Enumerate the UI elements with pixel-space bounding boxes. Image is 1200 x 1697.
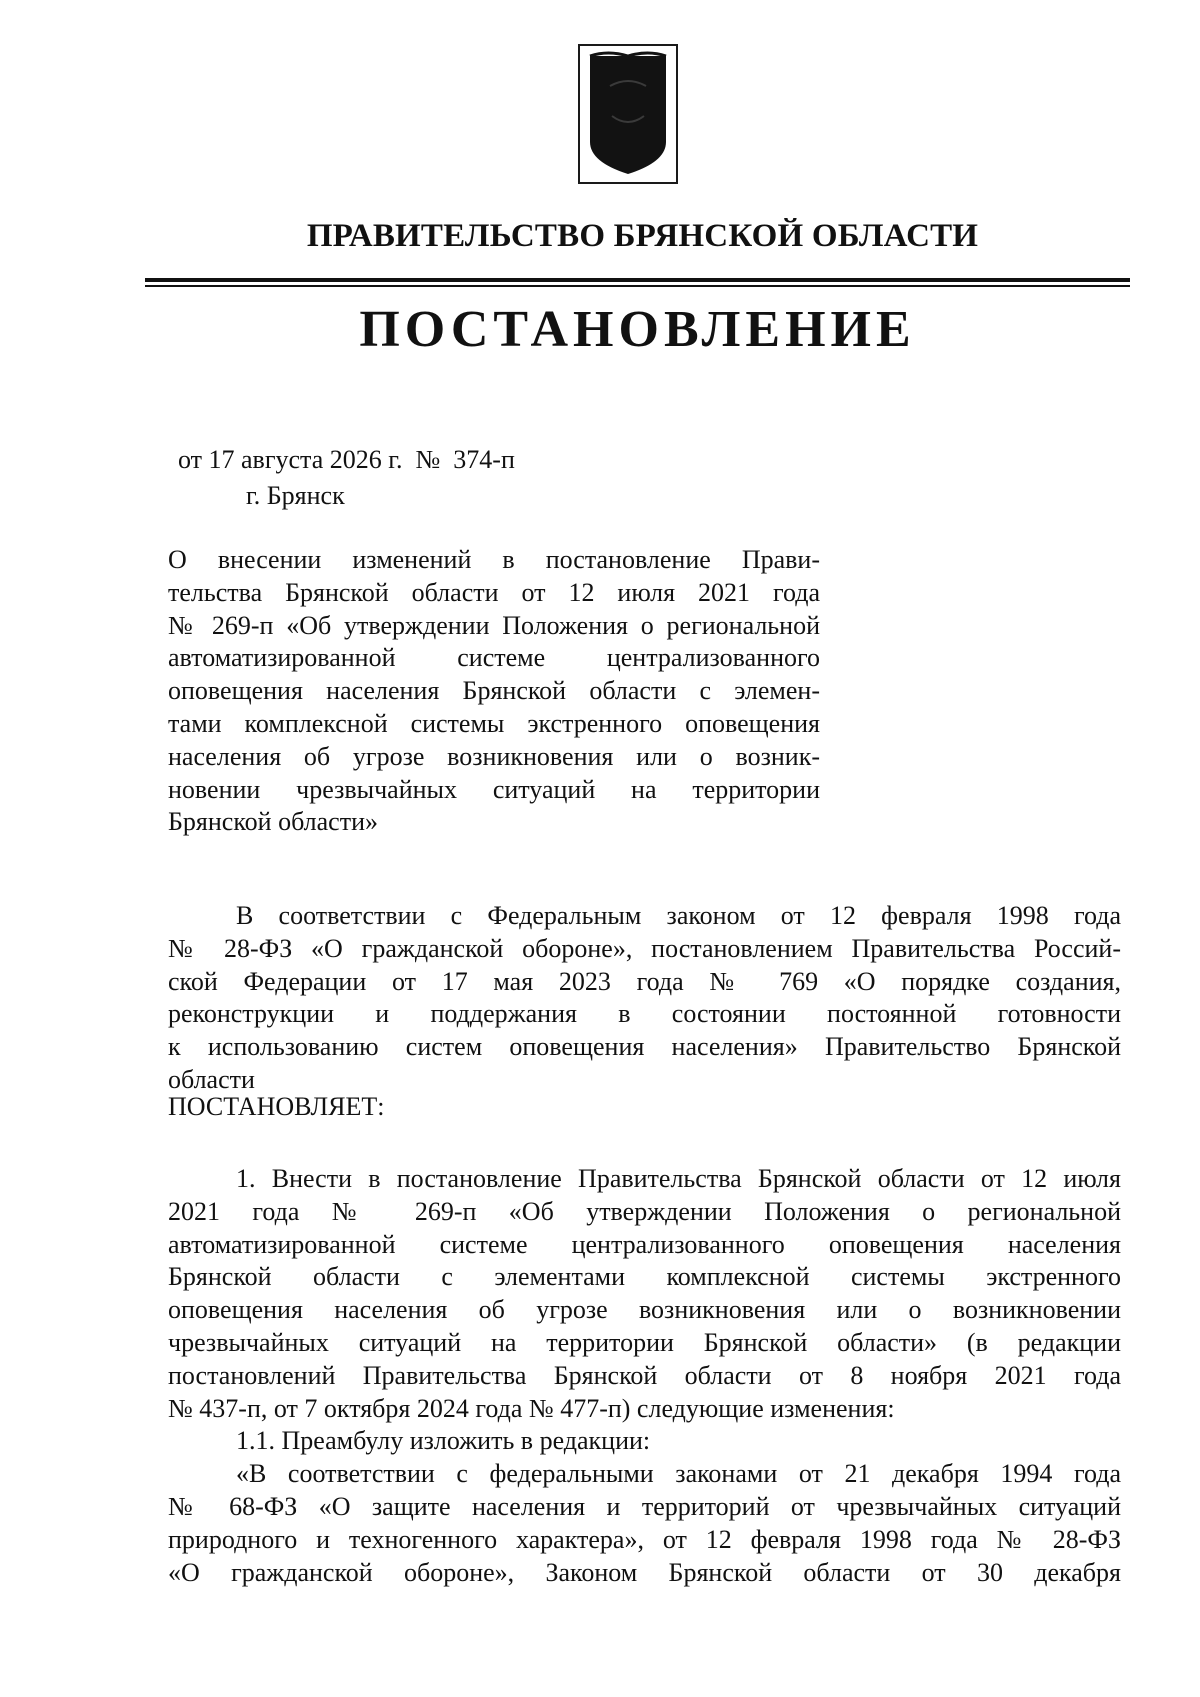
item-line: 1. Внести в постановление Правительства Брянской области от 12 июля <box>236 1164 1121 1193</box>
subject-line: № 269-п «Об утверждении Положения о региональной <box>168 610 820 640</box>
organization-title: ПРАВИТЕЛЬСТВО БРЯНСКОЙ ОБЛАСТИ <box>306 218 979 254</box>
item-line: № 437-п, от 7 октября 2024 года № 477-п) следующие изменения: <box>168 1393 895 1423</box>
document-subject <box>168 544 820 839</box>
document-type-heading: ПОСТАНОВЛЕНИЕ <box>359 301 916 358</box>
item-line: чрезвычайных ситуаций на территории Брянской области» (в редакции <box>168 1327 1121 1357</box>
preamble-line: № 28-ФЗ «О гражданской обороне», постановлением Правительства Россий- <box>168 933 1121 963</box>
preamble-line: ской Федерации от 17 мая 2023 года № 769 «О порядке создания, <box>168 966 1121 996</box>
coat-of-arms-emblem <box>578 44 678 184</box>
item-line: автоматизированной системе централизованного оповещения населения <box>168 1229 1121 1259</box>
item-line: 2021 года № 269-п «Об утверждении Положения о региональной <box>168 1196 1121 1226</box>
header-divider-thick <box>145 278 1130 282</box>
shield-icon <box>580 46 676 182</box>
preamble-line: В соответствии с Федеральным законом от 12 февраля 1998 года <box>236 901 1121 930</box>
subject-line: Брянской области» <box>168 807 378 837</box>
item-line: «В соответствии с федеральными законами от 21 декабря 1994 года <box>236 1459 1121 1489</box>
city-line: г. Брянск <box>246 481 345 510</box>
item-1-paragraph <box>168 1163 1121 1589</box>
subject-line: оповещения населения Брянской области с элемен- <box>168 676 820 706</box>
decree-word: ПОСТАНОВЛЯЕТ: <box>168 1092 385 1121</box>
preamble-line: области <box>168 1064 255 1094</box>
item-line: природного и техногенного характера», от 12 февраля 1998 года № 28-ФЗ <box>168 1524 1121 1554</box>
item-line: постановлений Правительства Брянской области от 8 ноября 2021 года <box>168 1360 1121 1390</box>
preamble-line: реконструкции и поддержания в состоянии постоянной готовности <box>168 999 1121 1029</box>
subject-line: автоматизированной системе централизованного <box>168 643 820 673</box>
preamble-line: к использованию систем оповещения населения» Правительство Брянской <box>168 1032 1121 1062</box>
subject-line: тельства Брянской области от 12 июля 2021 года <box>168 577 820 607</box>
subject-line: тами комплексной системы экстренного оповещения <box>168 708 820 738</box>
header-divider-thin <box>145 285 1130 287</box>
item-line: Брянской области с элементами комплексной системы экстренного <box>168 1262 1121 1292</box>
item-line: 1.1. Преамбулу изложить в редакции: <box>236 1426 651 1456</box>
subject-line: новении чрезвычайных ситуаций на территории <box>168 774 820 804</box>
subject-line: О внесении изменений в постановление Прави- <box>168 545 820 574</box>
date-number-line: от 17 августа 2026 г. № 374-п <box>178 445 515 474</box>
item-line: № 68-ФЗ «О защите населения и территорий от чрезвычайных ситуаций <box>168 1491 1121 1521</box>
subject-line: населения об угрозе возникновения или о возник- <box>168 741 820 771</box>
item-line: оповещения населения об угрозе возникновения или о возникновении <box>168 1295 1121 1325</box>
item-line: «О гражданской обороне», Законом Брянской области от 30 декабря <box>168 1557 1121 1587</box>
preamble-paragraph <box>168 900 1121 1097</box>
